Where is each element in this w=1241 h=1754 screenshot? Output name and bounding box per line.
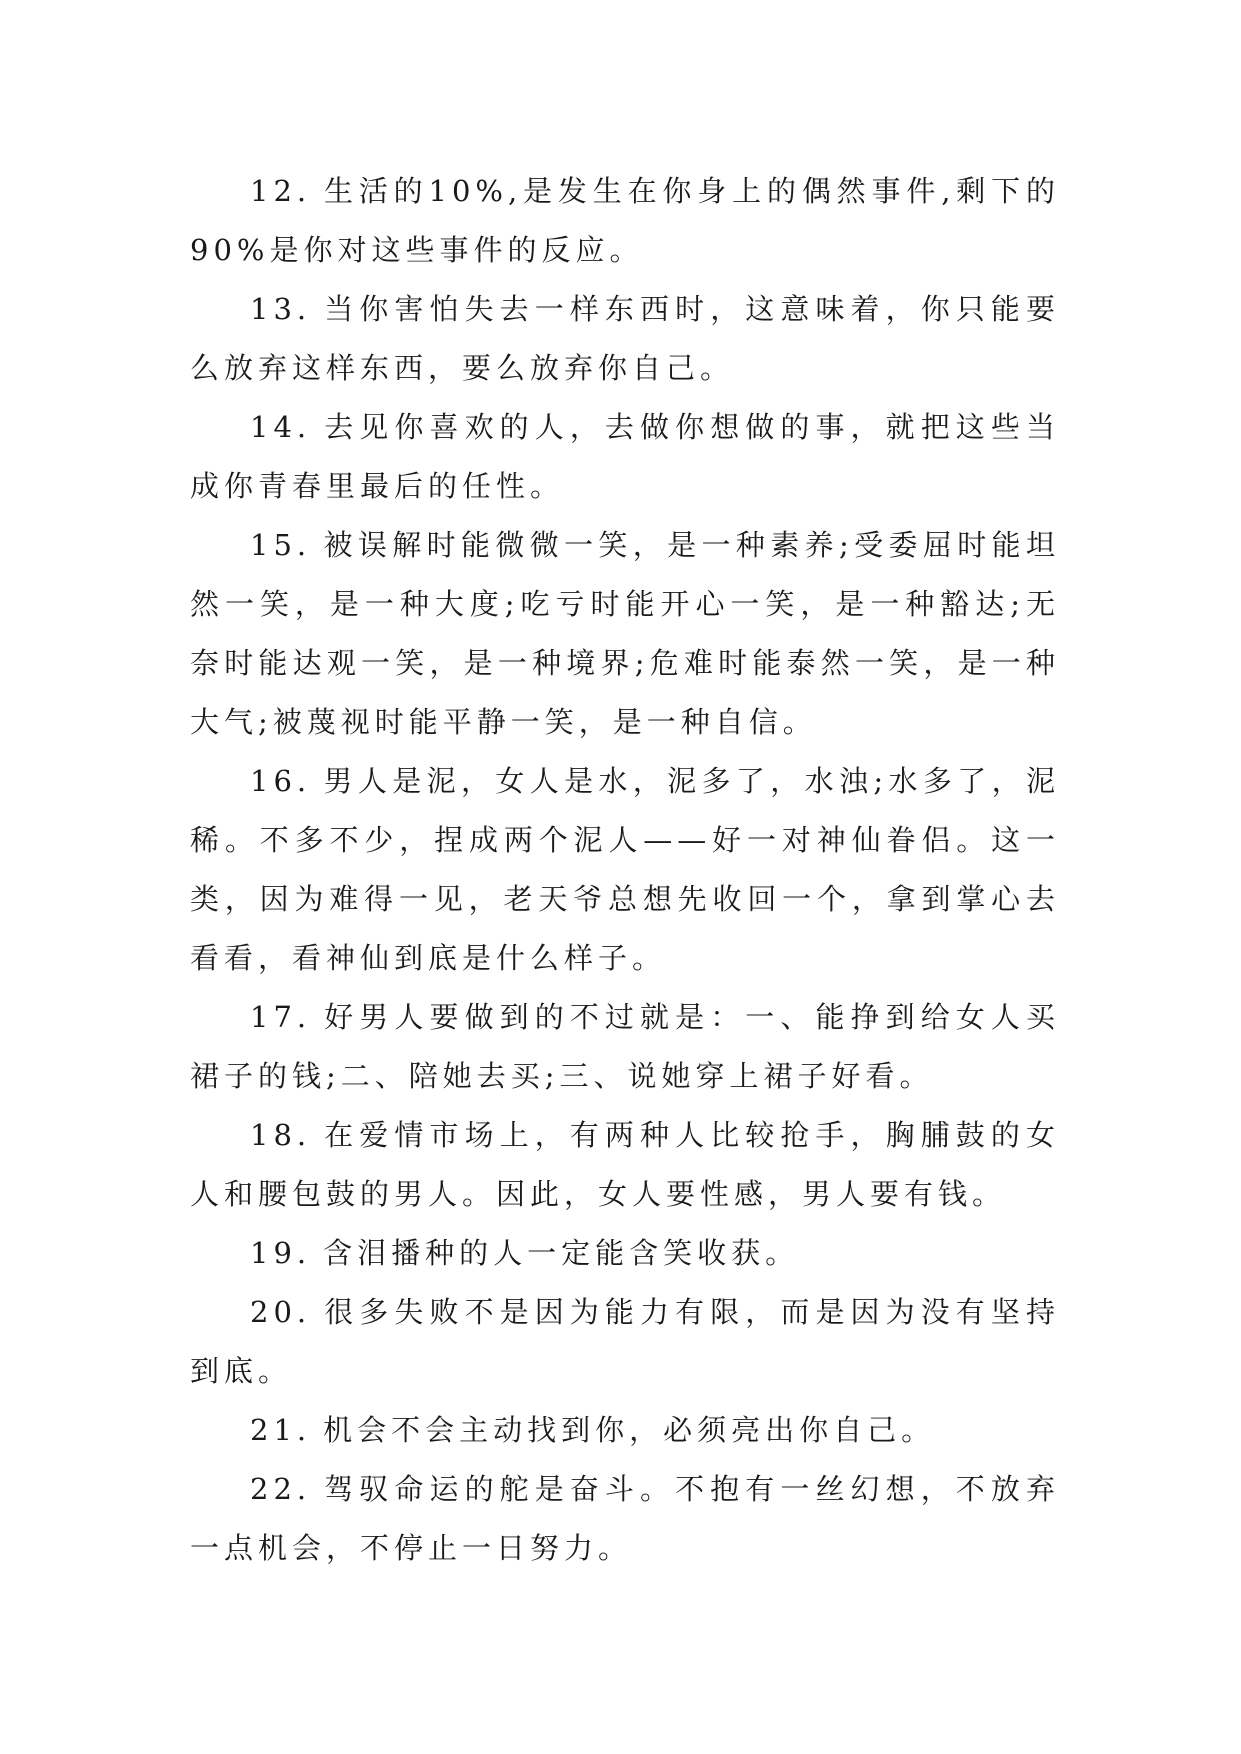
quote-number: 21. <box>250 1413 312 1447</box>
quote-text: 好男人要做到的不过就是：一、能挣到给女人买裙子的钱;二、陪她去买;三、说她穿上裙子好看。 <box>190 1000 1060 1093</box>
quote-item-14 <box>190 398 1060 516</box>
quote-number: 15. <box>250 528 312 562</box>
quote-number: 12. <box>250 174 312 208</box>
quote-text: 被误解时能微微一笑，是一种素养;受委屈时能坦然一笑，是一种大度;吃亏时能开心一笑，是一种豁达;无奈时能达观一笑，是一种境界;危难时能泰然一笑，是一种大气;被蔑视时能平静一笑，是一种自信。 <box>190 528 1060 739</box>
quote-number: 14. <box>250 410 312 444</box>
quote-number: 20. <box>250 1295 312 1329</box>
quote-number: 13. <box>250 292 312 326</box>
quote-item-20 <box>190 1283 1060 1401</box>
quote-text: 机会不会主动找到你，必须亮出你自己。 <box>323 1413 936 1447</box>
quote-text: 含泪播种的人一定能含笑收获。 <box>323 1236 800 1270</box>
quote-item-22 <box>190 1460 1060 1578</box>
quote-number: 22. <box>250 1472 312 1506</box>
quote-number: 17. <box>250 1000 312 1034</box>
quote-list <box>190 162 1060 1578</box>
quote-item-16 <box>190 752 1060 988</box>
quote-item-17 <box>190 988 1060 1106</box>
quote-item-12 <box>190 162 1060 280</box>
quote-number: 18. <box>250 1118 312 1152</box>
quote-item-15 <box>190 516 1060 752</box>
quote-text: 驾驭命运的舵是奋斗。不抱有一丝幻想，不放弃一点机会，不停止一日努力。 <box>190 1472 1060 1565</box>
quote-item-18 <box>190 1106 1060 1224</box>
quote-item-19 <box>190 1224 1060 1283</box>
quote-item-21 <box>190 1401 1060 1460</box>
quote-text: 生活的10%,是发生在你身上的偶然事件,剩下的90%是你对这些事件的反应。 <box>190 174 1060 267</box>
quote-number: 19. <box>250 1236 312 1270</box>
quote-text: 当你害怕失去一样东西时，这意味着，你只能要么放弃这样东西，要么放弃你自己。 <box>190 292 1060 385</box>
quote-item-13 <box>190 280 1060 398</box>
quote-text: 男人是泥，女人是水，泥多了，水浊;水多了，泥稀。不多不少，捏成两个泥人——好一对神仙眷侣。这一类，因为难得一见，老天爷总想先收回一个，拿到掌心去看看，看神仙到底是什么样子。 <box>190 764 1060 975</box>
quote-text: 在爱情市场上，有两种人比较抢手，胸脯鼓的女人和腰包鼓的男人。因此，女人要性感，男人要有钱。 <box>190 1118 1060 1211</box>
quote-text: 很多失败不是因为能力有限，而是因为没有坚持到底。 <box>190 1295 1060 1388</box>
quote-number: 16. <box>250 764 312 798</box>
quote-text: 去见你喜欢的人，去做你想做的事，就把这些当成你青春里最后的任性。 <box>190 410 1060 503</box>
